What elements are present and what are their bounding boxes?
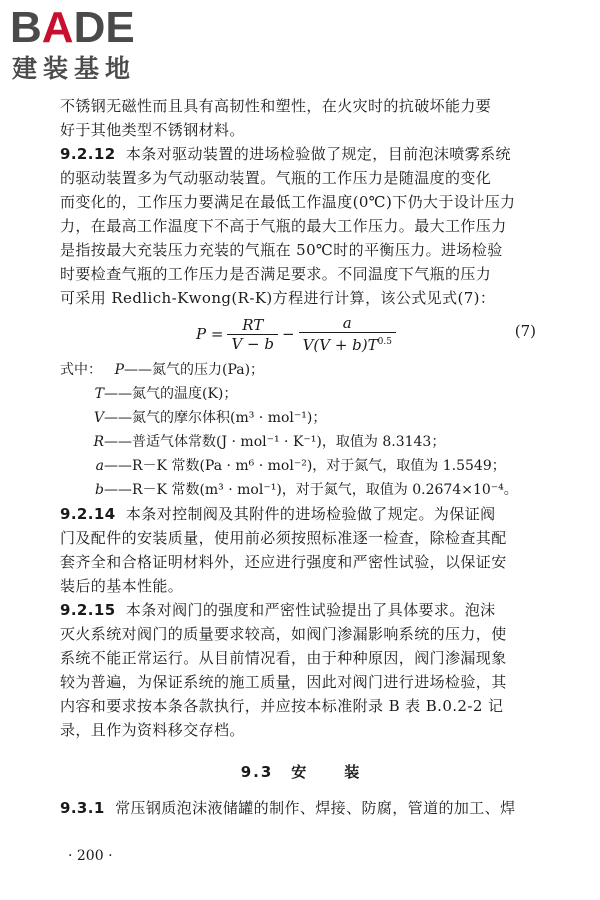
text-line: 本条对控制阀及其附件的进场检验做了规定。为保证阀: [125, 505, 496, 523]
clause-number: 9.2.14: [60, 505, 116, 523]
clause-9-2-14: [60, 502, 542, 598]
symbol-definitions: [60, 358, 542, 502]
definition-row: b——R－K 常数(m³ · mol⁻¹)，对于氮气，取值为 0.2674×10⁻⁴。: [95, 482, 518, 498]
minus-sign: −: [281, 325, 295, 343]
text-line: 而变化的，工作压力要满足在最低工作温度(0℃)下仍大于设计压力: [60, 193, 516, 211]
fraction-a-over-denominator: $\frac{a}{V(V + b)T^{0.5}}$: [299, 314, 396, 354]
document-body: [60, 94, 542, 820]
text-line: 常压钢质泡沫液储罐的制作、焊接、防腐，管道的加工、焊: [115, 799, 516, 817]
text-line: 门及配件的安装质量，使用前必须按照标准逐一检查，除检查其配: [60, 529, 507, 547]
formula-lhs: P =: [196, 325, 224, 343]
clause-number: 9.2.12: [60, 145, 116, 163]
logo-wordmark: BADE: [10, 3, 135, 52]
fraction-rt-over-v-minus-b: $\frac{RT}{V - b}$: [227, 316, 278, 353]
paragraph-continued: [60, 94, 542, 142]
text-line: 系统不能正常运行。从目前情况看，由于种种原因，阀门渗漏现象: [60, 649, 507, 667]
clause-9-2-15: [60, 598, 542, 742]
text-line: 的驱动装置多为气动驱动装置。气瓶的工作压力是随温度的变化: [60, 169, 492, 187]
clause-9-3-1: [60, 796, 542, 820]
text-line: 本条对驱动装置的进场检验做了规定，目前泡沫喷雾系统: [125, 145, 511, 163]
clause-9-2-12: [60, 142, 542, 310]
text-line: 录，且作为资料移交存档。: [60, 721, 245, 739]
text-line: 装后的基本性能。: [60, 577, 184, 595]
clause-number: 9.3.1: [60, 799, 105, 817]
text-line: 内容和要求按本条各款执行，并应按本标准附录 B 表 B.0.2-2 记: [60, 697, 504, 715]
text-line: 是指按最大充装压力充装的气瓶在 50℃时的平衡压力。进场检验: [60, 241, 503, 259]
text-line: 时要检查气瓶的工作压力是否满足要求。不同温度下气瓶的压力: [60, 265, 492, 283]
definition-row: a——R－K 常数(Pa · m⁶ · mol⁻²)，对于氮气，取值为 1.5549；: [95, 458, 506, 474]
text-line: 套齐全和合格证明材料外，还应进行强度和严密性试验，以保证安: [60, 553, 507, 571]
text-line: 本条对阀门的强度和严密性试验提出了具体要求。泡沫: [125, 601, 496, 619]
definition-row: T——氮气的温度(K)；: [94, 386, 238, 402]
text-line: 灭火系统对阀门的质量要求较高，如阀门渗漏影响系统的压力，使: [60, 625, 507, 643]
text-line: 力，在最高工作温度下不高于气瓶的最大工作压力。最大工作压力: [60, 217, 507, 235]
clause-number: 9.2.15: [60, 601, 116, 619]
text-line: 好于其他类型不锈钢材料。: [60, 121, 245, 139]
equation-7: [60, 310, 542, 356]
bade-logo: [10, 4, 180, 86]
text-line: 可采用 Redlich-Kwong(R-K)方程进行计算，该公式见式(7)：: [60, 289, 496, 307]
definition-row: 式中： P——氮气的压力(Pa)；: [60, 362, 265, 378]
page-number: · 200 ·: [68, 848, 113, 864]
logo-chinese-text: 建装基地: [12, 54, 137, 83]
text-line: 较为普遍，为保证系统的施工质量，因此对阀门进行进场检验，其: [60, 673, 507, 691]
equation-number: (7): [514, 322, 536, 340]
definition-row: R——普适气体常数(J · mol⁻¹ · K⁻¹)，取值为 8.3143；: [93, 434, 446, 450]
text-line: 不锈钢无磁性而且具有高韧性和塑性，在火灾时的抗破坏能力要: [60, 97, 492, 115]
section-heading: 9.3 安 装: [240, 763, 362, 781]
definition-row: V——氮气的摩尔体积(m³ · mol⁻¹)；: [93, 410, 327, 426]
